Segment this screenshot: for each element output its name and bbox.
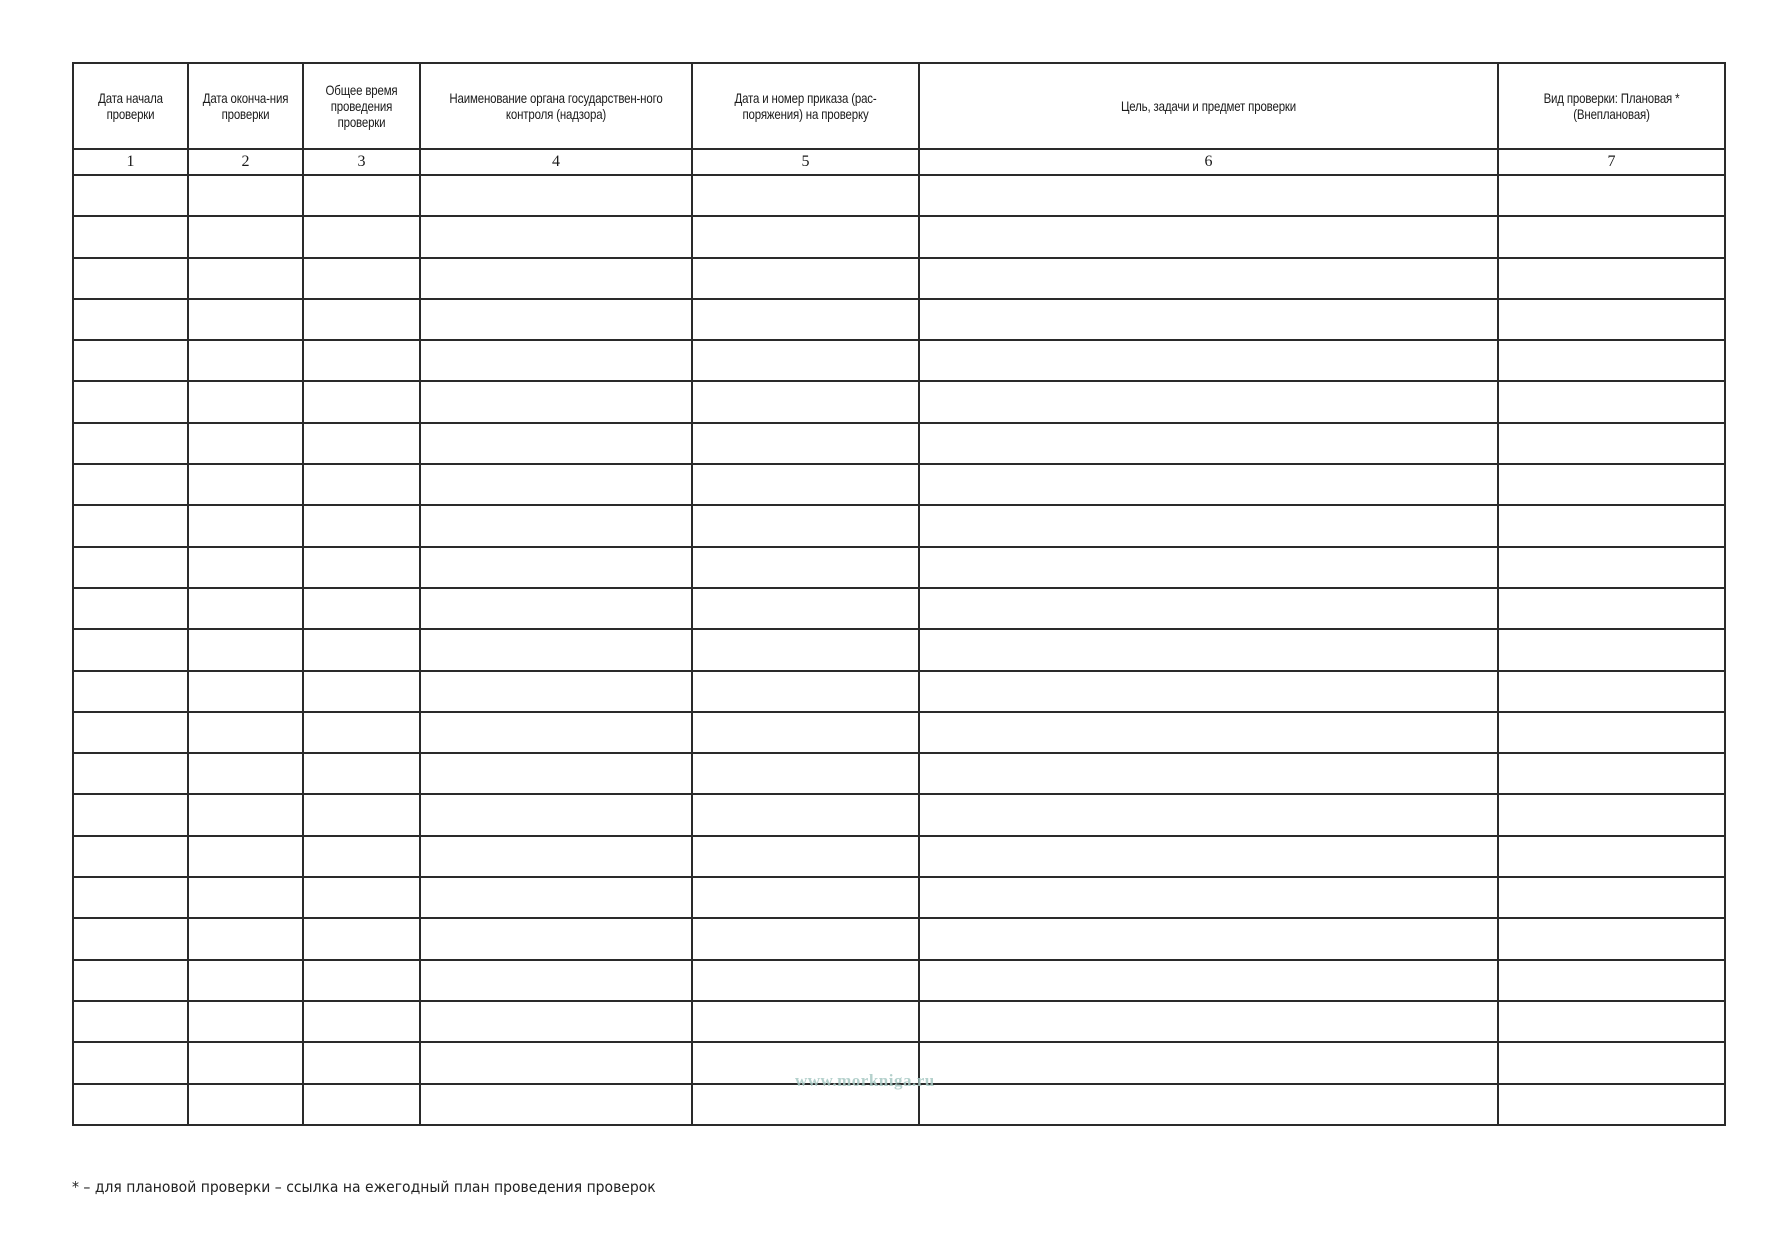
table-cell[interactable]: [188, 423, 303, 464]
table-cell[interactable]: [420, 547, 692, 588]
table-cell[interactable]: [919, 299, 1498, 340]
table-cell[interactable]: [420, 258, 692, 299]
table-cell[interactable]: [73, 423, 188, 464]
column-number: 1: [73, 149, 188, 175]
table-cell[interactable]: [919, 712, 1498, 753]
table-cell[interactable]: [1498, 918, 1725, 959]
table-cell[interactable]: [1498, 464, 1725, 505]
table-cell[interactable]: [73, 1084, 188, 1125]
table-cell[interactable]: [303, 877, 420, 918]
table-cell[interactable]: [919, 216, 1498, 257]
table-cell[interactable]: [73, 918, 188, 959]
table-cell[interactable]: [188, 588, 303, 629]
table-cell[interactable]: [1498, 299, 1725, 340]
table-cell[interactable]: [73, 671, 188, 712]
table-cell[interactable]: [73, 505, 188, 546]
table-body: [73, 175, 1725, 1125]
table-cell[interactable]: [420, 836, 692, 877]
table-cell[interactable]: [919, 175, 1498, 216]
column-number: 7: [1498, 149, 1725, 175]
table-cell[interactable]: [303, 547, 420, 588]
table-cell[interactable]: [692, 175, 919, 216]
table-row: [73, 258, 1725, 299]
table-row: [73, 712, 1725, 753]
table-cell[interactable]: [303, 588, 420, 629]
table-cell[interactable]: [188, 794, 303, 835]
table-cell[interactable]: [1498, 960, 1725, 1001]
table-cell[interactable]: [692, 299, 919, 340]
table-cell[interactable]: [919, 1084, 1498, 1125]
column-number: 6: [919, 149, 1498, 175]
table-cell[interactable]: [73, 258, 188, 299]
table-cell[interactable]: [188, 381, 303, 422]
table-cell[interactable]: [692, 547, 919, 588]
table-cell[interactable]: [303, 175, 420, 216]
column-number-row: [73, 149, 1725, 175]
table-cell[interactable]: [919, 629, 1498, 670]
table-cell[interactable]: [420, 1042, 692, 1083]
table-cell[interactable]: [73, 753, 188, 794]
table-cell[interactable]: [188, 918, 303, 959]
table-cell[interactable]: [73, 175, 188, 216]
table-cell[interactable]: [303, 753, 420, 794]
table-cell[interactable]: [73, 960, 188, 1001]
table-cell[interactable]: [692, 836, 919, 877]
table-cell[interactable]: [188, 671, 303, 712]
table-row: [73, 753, 1725, 794]
table-cell[interactable]: [188, 960, 303, 1001]
table-cell[interactable]: [303, 836, 420, 877]
column-header-end-date: Дата оконча-ния проверки: [198, 63, 292, 149]
column-number: 5: [692, 149, 919, 175]
table-cell[interactable]: [919, 671, 1498, 712]
table-cell[interactable]: [303, 1084, 420, 1125]
table-cell[interactable]: [188, 629, 303, 670]
table-cell[interactable]: [73, 299, 188, 340]
table-cell[interactable]: [692, 712, 919, 753]
table-cell[interactable]: [1498, 1084, 1725, 1125]
table-cell[interactable]: [1498, 794, 1725, 835]
table-cell[interactable]: [188, 340, 303, 381]
table-cell[interactable]: [188, 258, 303, 299]
table-cell[interactable]: [1498, 1001, 1725, 1042]
table-cell[interactable]: [73, 464, 188, 505]
table-cell[interactable]: [73, 629, 188, 670]
table-cell[interactable]: [303, 258, 420, 299]
watermark: www.morkniga.ru: [795, 1071, 935, 1090]
table-cell[interactable]: [420, 216, 692, 257]
table-cell[interactable]: [420, 381, 692, 422]
table-cell[interactable]: [420, 588, 692, 629]
table-cell[interactable]: [420, 794, 692, 835]
table-cell[interactable]: [692, 464, 919, 505]
table-cell[interactable]: [188, 1042, 303, 1083]
table-cell[interactable]: [919, 505, 1498, 546]
table-cell[interactable]: [188, 877, 303, 918]
table-cell[interactable]: [420, 464, 692, 505]
table-cell[interactable]: [188, 216, 303, 257]
table-cell[interactable]: [73, 216, 188, 257]
table-cell[interactable]: [303, 1001, 420, 1042]
table-cell[interactable]: [188, 175, 303, 216]
table-cell[interactable]: [303, 671, 420, 712]
table-cell[interactable]: [919, 960, 1498, 1001]
table-cell[interactable]: [303, 216, 420, 257]
table-cell[interactable]: [1498, 175, 1725, 216]
table-cell[interactable]: [1498, 216, 1725, 257]
table-cell[interactable]: [420, 712, 692, 753]
table-cell[interactable]: [1498, 258, 1725, 299]
column-header-purpose: Цель, задачи и предмет проверки: [971, 63, 1446, 149]
table-cell[interactable]: [188, 753, 303, 794]
table-cell[interactable]: [303, 464, 420, 505]
table-cell[interactable]: [692, 960, 919, 1001]
table-cell[interactable]: [692, 794, 919, 835]
table-cell[interactable]: [919, 753, 1498, 794]
table-cell[interactable]: [692, 505, 919, 546]
table-cell[interactable]: [919, 1042, 1498, 1083]
table-cell[interactable]: [919, 381, 1498, 422]
table-cell[interactable]: [303, 918, 420, 959]
table-row: [73, 381, 1725, 422]
table-cell[interactable]: [73, 794, 188, 835]
table-cell[interactable]: [303, 794, 420, 835]
table-row: [73, 671, 1725, 712]
table-cell[interactable]: [303, 340, 420, 381]
table-row: [73, 794, 1725, 835]
table-cell[interactable]: [303, 299, 420, 340]
table-cell[interactable]: [1498, 381, 1725, 422]
table-cell[interactable]: [188, 464, 303, 505]
table-cell[interactable]: [420, 753, 692, 794]
column-header-order-date-number: Дата и номер приказа (рас-поряжения) на проверку: [712, 63, 898, 149]
table-cell[interactable]: [303, 712, 420, 753]
table-row: [73, 340, 1725, 381]
table-cell[interactable]: [692, 340, 919, 381]
table-cell[interactable]: [73, 836, 188, 877]
table-cell[interactable]: [692, 877, 919, 918]
table-cell[interactable]: [1498, 671, 1725, 712]
table-cell[interactable]: [692, 216, 919, 257]
table-cell[interactable]: [420, 960, 692, 1001]
table-cell[interactable]: [188, 712, 303, 753]
table-cell[interactable]: [420, 423, 692, 464]
column-number: 4: [420, 149, 692, 175]
table-cell[interactable]: [420, 299, 692, 340]
table-cell[interactable]: [303, 423, 420, 464]
table-cell[interactable]: [1498, 547, 1725, 588]
table-cell[interactable]: [1498, 712, 1725, 753]
table-row: [73, 423, 1725, 464]
table-cell[interactable]: [692, 918, 919, 959]
table-cell[interactable]: [73, 1001, 188, 1042]
table-cell[interactable]: [420, 629, 692, 670]
table-cell[interactable]: [1498, 423, 1725, 464]
table-cell[interactable]: [188, 1084, 303, 1125]
table-cell[interactable]: [420, 1001, 692, 1042]
column-number: 2: [188, 149, 303, 175]
footnote: * – для плановой проверки – ссылка на ежегодный план проведения проверок: [72, 1178, 656, 1196]
column-header-start-date: Дата начала проверки: [83, 63, 177, 149]
table-cell[interactable]: [73, 877, 188, 918]
table-cell[interactable]: [73, 712, 188, 753]
table-cell[interactable]: [692, 671, 919, 712]
table-cell[interactable]: [1498, 588, 1725, 629]
table-cell[interactable]: [420, 1084, 692, 1125]
table-cell[interactable]: [1498, 1042, 1725, 1083]
table-cell[interactable]: [919, 258, 1498, 299]
table-cell[interactable]: [1498, 836, 1725, 877]
table-cell[interactable]: [919, 547, 1498, 588]
table-cell[interactable]: [692, 381, 919, 422]
table-row: [73, 216, 1725, 257]
inspection-log-table: [72, 62, 1726, 1126]
table-row: [73, 1001, 1725, 1042]
table-cell[interactable]: [303, 381, 420, 422]
table-cell[interactable]: [1498, 505, 1725, 546]
table-cell[interactable]: [420, 877, 692, 918]
table-cell[interactable]: [919, 877, 1498, 918]
table-cell[interactable]: [73, 547, 188, 588]
table-row: [73, 960, 1725, 1001]
table-cell[interactable]: [420, 671, 692, 712]
table-cell[interactable]: [303, 629, 420, 670]
table-cell[interactable]: [919, 794, 1498, 835]
table-cell[interactable]: [303, 505, 420, 546]
table-cell[interactable]: [692, 588, 919, 629]
table-row: [73, 588, 1725, 629]
table-cell[interactable]: [303, 1042, 420, 1083]
table-cell[interactable]: [73, 340, 188, 381]
table-cell[interactable]: [420, 505, 692, 546]
table-cell[interactable]: [420, 175, 692, 216]
table-cell[interactable]: [188, 505, 303, 546]
table-cell[interactable]: [692, 629, 919, 670]
table-cell[interactable]: [73, 381, 188, 422]
table-cell[interactable]: [919, 836, 1498, 877]
table-cell[interactable]: [188, 836, 303, 877]
table-row: [73, 547, 1725, 588]
table-cell[interactable]: [1498, 629, 1725, 670]
table-cell[interactable]: [919, 588, 1498, 629]
table-cell[interactable]: [692, 423, 919, 464]
table-cell[interactable]: [303, 960, 420, 1001]
column-number: 3: [303, 149, 420, 175]
table-cell[interactable]: [73, 1042, 188, 1083]
table-row: [73, 629, 1725, 670]
table-cell[interactable]: [919, 340, 1498, 381]
table-cell[interactable]: [1498, 877, 1725, 918]
column-header-inspection-type: Вид проверки: Плановая * (Внеплановая): [1518, 63, 1704, 149]
table-row: [73, 299, 1725, 340]
table-row: [73, 175, 1725, 216]
table-row: [73, 918, 1725, 959]
table-cell[interactable]: [188, 547, 303, 588]
table-cell[interactable]: [1498, 753, 1725, 794]
table-cell[interactable]: [420, 340, 692, 381]
table-cell[interactable]: [73, 588, 188, 629]
table-cell[interactable]: [692, 753, 919, 794]
table-cell[interactable]: [692, 258, 919, 299]
column-header-control-body: Наименование органа государствен-ного контроля (надзора): [444, 63, 667, 149]
table-cell[interactable]: [188, 299, 303, 340]
table-row: [73, 505, 1725, 546]
table-row: [73, 877, 1725, 918]
table-cell[interactable]: [188, 1001, 303, 1042]
table-row: [73, 836, 1725, 877]
table-cell[interactable]: [919, 918, 1498, 959]
table-cell[interactable]: [420, 918, 692, 959]
table-cell[interactable]: [1498, 340, 1725, 381]
table-cell[interactable]: [919, 464, 1498, 505]
table-row: [73, 464, 1725, 505]
column-header-total-time: Общее время проведения проверки: [314, 63, 410, 149]
header-row: [73, 63, 1725, 149]
table-cell[interactable]: [919, 423, 1498, 464]
table-cell[interactable]: [692, 1001, 919, 1042]
table-cell[interactable]: [919, 1001, 1498, 1042]
